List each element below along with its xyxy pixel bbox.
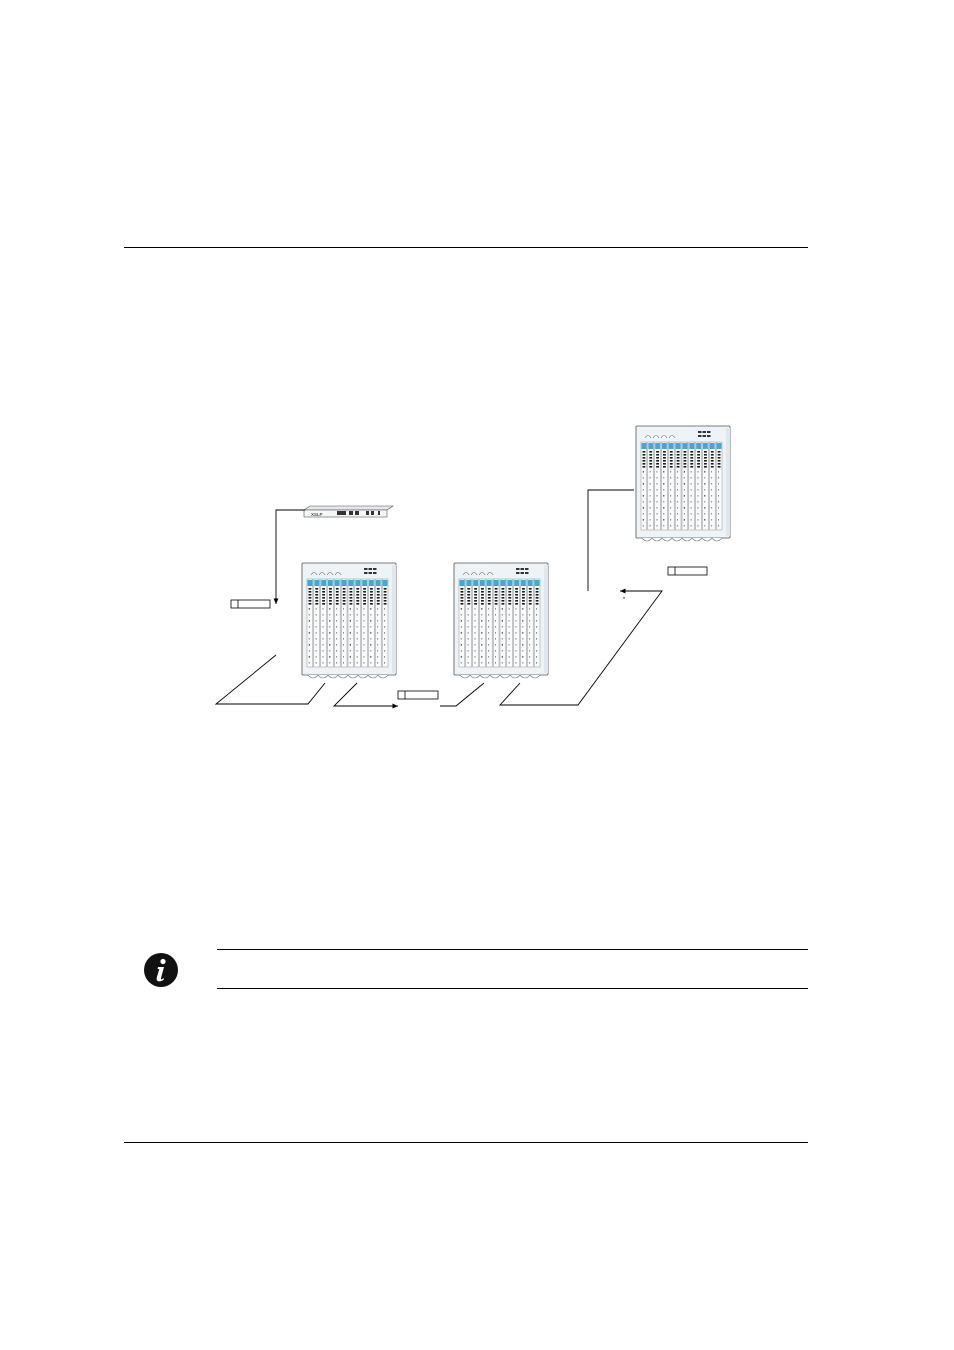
info-icon <box>142 951 180 989</box>
link-label-3 <box>668 567 707 575</box>
chassis-3 <box>636 426 730 541</box>
link-label-1 <box>231 600 270 608</box>
small-device-badge: XSLP <box>311 512 323 517</box>
chassis-2 <box>454 563 548 678</box>
footer-rule <box>124 1142 808 1143</box>
note-rule-bottom <box>217 988 808 989</box>
chassis-1 <box>302 563 396 678</box>
link-label-2 <box>398 691 438 699</box>
link-chassis-1-to-chassis-2 <box>334 683 398 706</box>
note-rule-top <box>217 949 808 950</box>
small-dot <box>623 597 624 598</box>
link-chassis-3-return <box>588 490 634 591</box>
link-chassis-2-in <box>440 683 484 706</box>
small-switch-device <box>304 506 393 517</box>
connection-links <box>216 490 662 706</box>
link-device-to-chassis-1 <box>276 510 305 604</box>
